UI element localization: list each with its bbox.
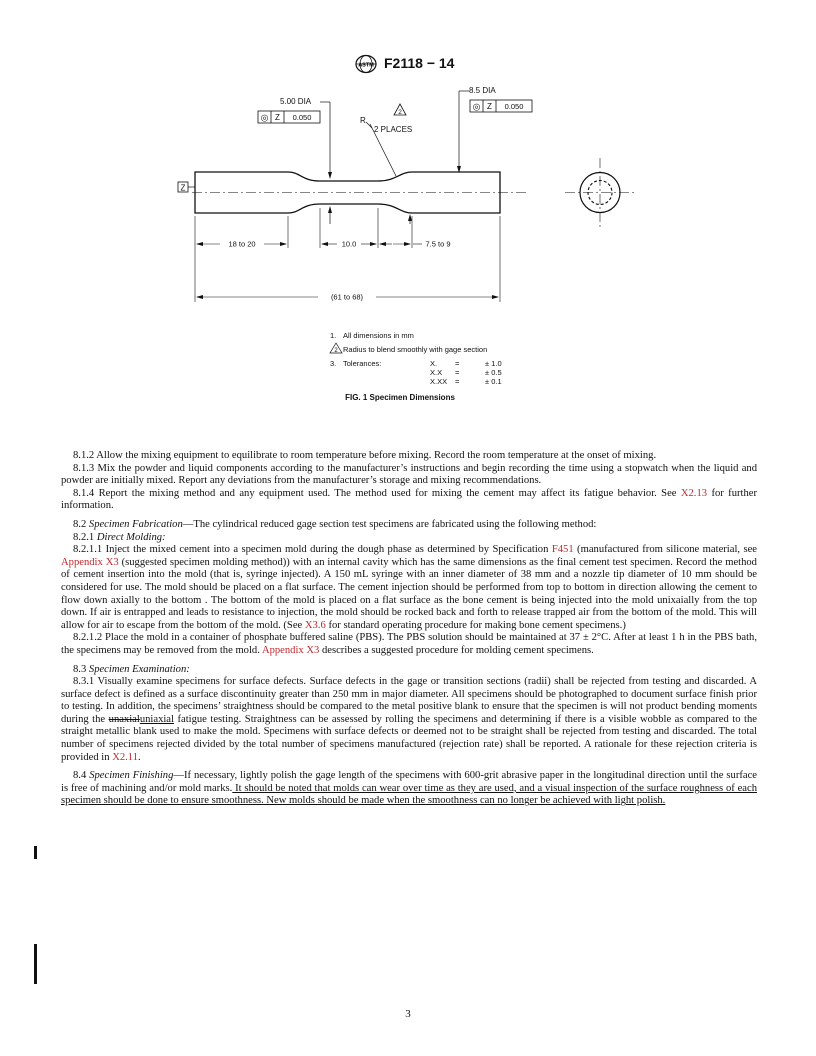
svg-text:Z: Z xyxy=(180,183,186,193)
document-number: F2118 − 14 xyxy=(384,55,455,71)
dim-18-to-20: 18 to 20 xyxy=(228,239,256,249)
dim-overall: (61 to 68) xyxy=(330,292,364,302)
specimen-outline xyxy=(195,172,500,213)
paragraph-8-2-1-1: 8.2.1.1 Inject the mixed cement into a specimen mold during the dough phase as determined by Specification F451 (manufactured from silicone material, see Appendix X3 (suggested specimen molding method)) with an internal cavity which has the same dimensions as the final cement test specimen. Record the method of cement insertion into the mold (that is, syringe injected). A 150 mL syringe with an inner diameter of 38 mm and a nozzle tip diameter of 10 mm should be considered for use. The mold should be placed on a flat surface. The cement injection should be performed from top to bottom in direction allowing the cement to flow down axially to the bottom . The bottom of the mold is placed on a flat surface as the bone cement is being injected into the mold unixaially from the top down. If air is entrapped and leads to resistance to injection, the mold should be rocked back and forth to release trapped air from the bottom of the mold. This will allow for air to escape from the bottom of the mold. (See X3.6 for standard operating procedure for making bone cement specimens.) xyxy=(61,544,757,631)
link-appendix-x3[interactable]: Appendix X3 xyxy=(61,556,119,568)
paragraph-8-1-4: 8.1.4 Report the mixing method and any equipment used. The method used for mixing the cement may affect its fatigue behavior. See X2.13 for further information. xyxy=(61,487,757,512)
svg-text:3.: 3. xyxy=(330,359,337,368)
paragraph-8-2: 8.2 Specimen Fabrication—The cylindrical reduced gage section test specimens are fabricated using the following method: xyxy=(73,518,597,530)
dim-7-5-to-9: 7.5 to 9 xyxy=(425,239,451,249)
dim-10: 10.0 xyxy=(341,239,357,249)
link-x2-13[interactable]: X2.13 xyxy=(680,487,708,499)
paragraph-8-2-1-2: 8.2.1.2 Place the mold in a container of phosphate buffered saline (PBS). The PBS solution should be maintained at 37 ± 2°C. After at least 1 h in the PBS bath, the specimens may be removed from the mold. Appendix X3 describes a suggested procedure for molding cement specimens. xyxy=(61,632,757,656)
svg-text:± 0.1: ± 0.1 xyxy=(485,377,502,386)
link-f451[interactable]: F451 xyxy=(551,544,574,556)
svg-text:=: = xyxy=(455,359,460,368)
svg-text:◎: ◎ xyxy=(472,101,481,112)
svg-text:2: 2 xyxy=(398,109,402,116)
svg-text:X.X: X.X xyxy=(430,368,443,377)
paragraph-8-1-2: 8.1.2 Allow the mixing equipment to equilibrate to room temperature before mixing. Record the room temperature at the onset of mixing. xyxy=(73,450,657,461)
svg-text:=: = xyxy=(455,368,460,377)
inserted-text: uniaxial xyxy=(139,713,174,725)
figure-caption: FIG. 1 Specimen Dimensions xyxy=(345,393,455,402)
inserted-text: It should be noted that molds can wear over time as they are used, and a visual inspection of the surface roughness of each specimen should be done to ensure smoothness. New molds should be made when the smoothness can no longer be achieved with light polish. xyxy=(61,782,757,807)
paragraph-8-1-3: 8.1.3 Mix the powder and liquid components according to the manufacturer’s instructions and begin recording the time using a stopwatch when the liquid and powder are initially mixed. Report any deviations from the manufacturer’s storage and mixing recommendations. xyxy=(61,462,757,487)
svg-text:All dimensions in mm: All dimensions in mm xyxy=(343,331,414,340)
right-feature-control-frame xyxy=(470,100,532,112)
radius-label: R xyxy=(360,116,366,125)
left-dia-label: 5.00 DIA xyxy=(280,97,312,106)
svg-text:2: 2 xyxy=(334,348,338,354)
svg-text:=: = xyxy=(455,377,460,386)
svg-text:± 0.5: ± 0.5 xyxy=(485,368,502,377)
left-feature-control-frame xyxy=(258,111,320,123)
link-appendix-x3[interactable]: Appendix X3 xyxy=(261,644,320,656)
paragraph-8-4: 8.4 Specimen Finishing—If necessary, lightly polish the gage length of the specimens with 600-grit abrasive paper in the longitudinal direction until the surface is free of machining and/or mold marks. It should be noted that molds can wear over time as they are used, and a visual inspection of the surface roughness of each specimen should be done to ensure smoothness. New molds should be made when the smoothness can no longer be achieved with light polish. xyxy=(61,770,757,807)
right-dia-label: 8.5 DIA xyxy=(469,86,496,95)
svg-text:0.050: 0.050 xyxy=(292,113,312,122)
page-header xyxy=(0,54,816,78)
svg-text:X.: X. xyxy=(430,359,438,368)
paragraph-8-2-1: 8.2.1 Direct Molding: xyxy=(73,531,166,543)
figure-notes xyxy=(330,331,502,386)
link-x2-11[interactable]: X2.11 xyxy=(112,751,138,763)
svg-text:Radius to blend smoothly with: Radius to blend smoothly with gage section xyxy=(343,345,488,354)
change-bar xyxy=(34,944,37,984)
svg-text:Z: Z xyxy=(487,102,492,111)
paragraph-8-3-1: 8.3.1 Visually examine specimens for surface defects. Surface defects in the gage or transition sections (radii) shall be rejected from testing and discarded. A surface defect is defined as a surface discontinuity greater than 250 mm in major diameter. All specimens should be photographed to document surface finish prior to testing. In addition, the specimens’ straightness should be compared to the metal positive blank to ensure that the specimen is will not product bending moments during the unaxialuniaxial fatigue testing. Straightness can be assessed by rolling the specimens and determining if there is a visible wobble as compared to the straight metallic blank used to make the mold. Specimens with surface defects or deemed not to be straight shall be rejected from testing and discarded. The total number of specimens rejected divided by the total number of specimens manufactured (rejection rate) shall be reported. A rationale for these rejection criteria is provided in X2.11. xyxy=(61,676,757,763)
deleted-text: unaxial xyxy=(108,713,140,725)
svg-text:± 1.0: ± 1.0 xyxy=(485,359,502,368)
radius-note: 2 PLACES xyxy=(374,125,413,134)
svg-text:Z: Z xyxy=(275,113,280,122)
svg-text:1.: 1. xyxy=(330,331,337,340)
svg-text:0.050: 0.050 xyxy=(504,102,524,111)
specimen-dimensions-figure xyxy=(160,84,640,414)
logo-text: ASTM xyxy=(358,62,374,69)
astm-logo-icon xyxy=(354,54,378,74)
paragraph-8-3: 8.3 Specimen Examination: xyxy=(73,663,190,675)
body-text xyxy=(61,450,757,808)
svg-text:Tolerances:: Tolerances: xyxy=(343,359,382,368)
page-number: 3 xyxy=(405,1008,411,1020)
concentricity-icon: ◎ xyxy=(260,112,269,123)
svg-text:X.XX: X.XX xyxy=(430,377,448,386)
end-view xyxy=(565,158,635,227)
change-bar xyxy=(34,846,37,859)
link-x3-6[interactable]: X3.6 xyxy=(304,619,326,631)
